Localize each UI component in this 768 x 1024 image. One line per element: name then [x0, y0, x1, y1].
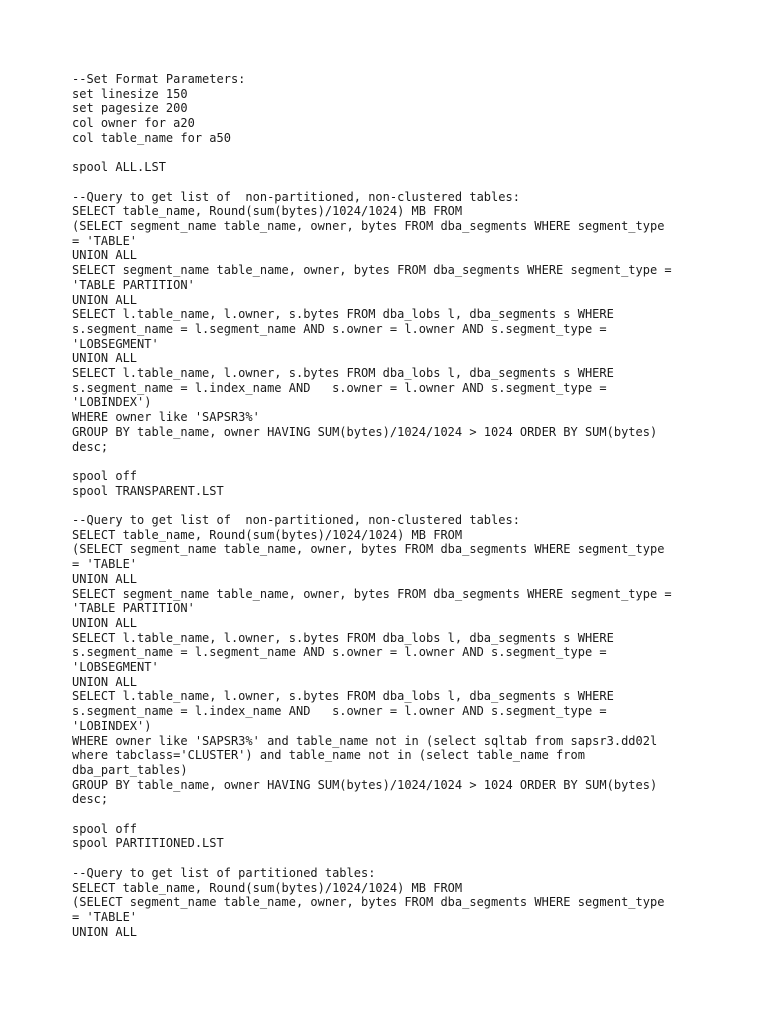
code-line: 'LOBINDEX') [72, 395, 152, 410]
code-line: dba_part_tables) [72, 762, 188, 777]
code-line: s.segment_name = l.index_name AND s.owner = l.owner AND s.segment_type = [72, 380, 607, 395]
code-line: set linesize 150 [72, 86, 188, 101]
code-line: SELECT l.table_name, l.owner, s.bytes FROM dba_lobs l, dba_segments s WHERE [72, 630, 614, 645]
code-line: desc; [72, 439, 109, 454]
code-line: GROUP BY table_name, owner HAVING SUM(bytes)/1024/1024 > 1024 ORDER BY SUM(bytes) [72, 777, 658, 792]
code-line: UNION ALL [72, 571, 138, 586]
code-line: 'TABLE PARTITION' [72, 277, 195, 292]
code-line: spool off [72, 468, 138, 483]
code-line: spool off [72, 821, 138, 836]
code-line: (SELECT segment_name table_name, owner, bytes FROM dba_segments WHERE segment_type [72, 542, 665, 557]
code-line [72, 175, 752, 190]
code-line: s.segment_name = l.segment_name AND s.owner = l.owner AND s.segment_type = [72, 645, 607, 660]
code-line: UNION ALL [72, 924, 138, 939]
code-line: (SELECT segment_name table_name, owner, bytes FROM dba_segments WHERE segment_type [72, 895, 665, 910]
code-line: --Query to get list of non-partitioned, non-clustered tables: [72, 189, 520, 204]
code-line: SELECT table_name, Round(sum(bytes)/1024/1024) MB FROM [72, 527, 463, 542]
code-line [72, 851, 752, 866]
code-line: col owner for a20 [72, 116, 195, 131]
code-line: --Query to get list of partitioned tables: [72, 865, 376, 880]
code-line: UNION ALL [72, 615, 138, 630]
code-line: UNION ALL [72, 248, 138, 263]
code-line: --Query to get list of non-partitioned, non-clustered tables: [72, 513, 520, 528]
code-line: set pagesize 200 [72, 101, 188, 116]
code-line: SELECT l.table_name, l.owner, s.bytes FROM dba_lobs l, dba_segments s WHERE [72, 307, 614, 322]
code-line [72, 454, 752, 469]
code-line: (SELECT segment_name table_name, owner, bytes FROM dba_segments WHERE segment_type [72, 219, 665, 233]
code-line: desc; [72, 792, 109, 807]
code-line: s.segment_name = l.index_name AND s.owner = l.owner AND s.segment_type = [72, 704, 607, 719]
code-line: 'TABLE PARTITION' [72, 601, 195, 616]
code-line: UNION ALL [72, 674, 138, 689]
code-line: s.segment_name = l.segment_name AND s.owner = l.owner AND s.segment_type = [72, 321, 607, 336]
code-line: --Set Format Parameters: [72, 72, 246, 86]
code-line: SELECT segment_name table_name, owner, bytes FROM dba_segments WHERE segment_type = [72, 586, 672, 601]
code-line: = 'TABLE' [72, 557, 138, 572]
code-line: = 'TABLE' [72, 233, 138, 248]
code-line: spool ALL.LST [72, 160, 166, 175]
code-line: UNION ALL [72, 351, 138, 366]
code-line: = 'TABLE' [72, 909, 138, 924]
code-line [72, 807, 752, 822]
code-line: SELECT l.table_name, l.owner, s.bytes FROM dba_lobs l, dba_segments s WHERE [72, 689, 614, 704]
code-line: spool TRANSPARENT.LST [72, 483, 224, 498]
code-line: spool PARTITIONED.LST [72, 836, 224, 851]
code-line: 'LOBINDEX') [72, 718, 152, 733]
code-line: SELECT table_name, Round(sum(bytes)/1024/1024) MB FROM [72, 880, 463, 895]
code-line [72, 146, 752, 161]
code-line: UNION ALL [72, 292, 138, 307]
code-line: SELECT l.table_name, l.owner, s.bytes FROM dba_lobs l, dba_segments s WHERE [72, 366, 614, 381]
sql-script-text [72, 72, 752, 939]
code-line: SELECT table_name, Round(sum(bytes)/1024/1024) MB FROM [72, 204, 463, 219]
code-line: col table_name for a50 [72, 130, 231, 145]
code-line: 'LOBSEGMENT' [72, 336, 159, 351]
code-line: where tabclass='CLUSTER') and table_name not in (select table_name from [72, 748, 585, 763]
code-line: WHERE owner like 'SAPSR3%' and table_name not in (select sqltab from sapsr3.dd02l [72, 733, 658, 748]
code-line [72, 498, 752, 513]
code-line: GROUP BY table_name, owner HAVING SUM(bytes)/1024/1024 > 1024 ORDER BY SUM(bytes) [72, 424, 658, 439]
code-line: SELECT segment_name table_name, owner, bytes FROM dba_segments WHERE segment_type = [72, 263, 672, 278]
code-line: WHERE owner like 'SAPSR3%' [72, 410, 260, 425]
code-line: 'LOBSEGMENT' [72, 660, 159, 675]
